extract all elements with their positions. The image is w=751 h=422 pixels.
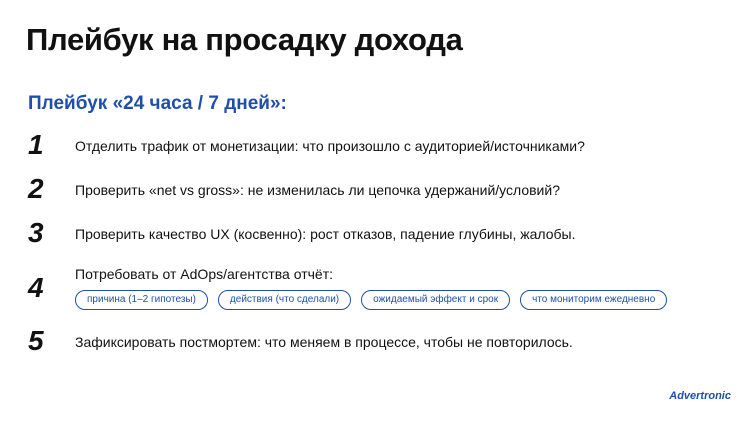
chip-daily-monitoring: что мониторим ежедневно [520, 290, 667, 310]
chip-expected-effect: ожидаемый эффект и срок [361, 290, 510, 310]
brand-logo: Advertronic [669, 390, 731, 402]
step-number: 4 [28, 272, 44, 303]
report-chips [75, 290, 667, 310]
step-number: 3 [28, 217, 44, 248]
step-text: Отделить трафик от монетизации: что произошло с аудиторией/источниками? [75, 138, 585, 154]
step-number: 5 [28, 325, 44, 356]
step-text: Потребовать от AdOps/агентства отчёт: [75, 266, 333, 282]
playbook-subtitle: Плейбук «24 часа / 7 дней»: [28, 93, 287, 114]
step-text: Зафиксировать постмортем: что меняем в процессе, чтобы не повторилось. [75, 334, 573, 350]
chip-cause: причина (1–2 гипотезы) [75, 290, 208, 310]
step-text: Проверить качество UX (косвенно): рост отказов, падение глубины, жалобы. [75, 226, 576, 242]
chip-actions: действия (что сделали) [218, 290, 351, 310]
step-number: 1 [28, 129, 44, 160]
step-text: Проверить «net vs gross»: не изменилась ли цепочка удержаний/условий? [75, 182, 560, 198]
slide-title: Плейбук на просадку дохода [26, 22, 463, 57]
step-number: 2 [28, 173, 44, 204]
